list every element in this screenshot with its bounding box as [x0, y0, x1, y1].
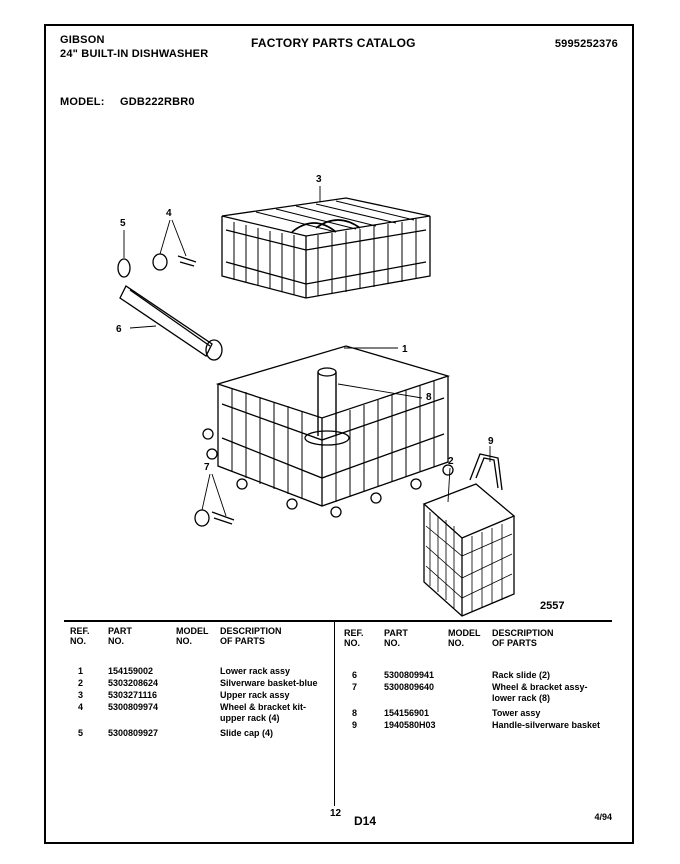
section-code: D14	[354, 814, 377, 828]
catalog-number: 5995252376	[554, 38, 618, 50]
part-number: 5300809974	[108, 702, 159, 712]
table-divider	[334, 622, 335, 806]
part-number: 5300809927	[108, 728, 159, 738]
rack-slide	[120, 286, 212, 356]
ref-number: 5	[78, 728, 84, 738]
callout-1: 1	[402, 344, 408, 355]
figure-number: 2557	[540, 600, 565, 612]
ref-number: 7	[352, 682, 358, 692]
part-description: Rack slide (2)	[492, 670, 551, 680]
upper-wheel-bracket	[153, 254, 196, 270]
ref-number: 6	[352, 670, 358, 680]
catalog-title: FACTORY PARTS CATALOG	[251, 36, 416, 50]
callout-8: 8	[426, 392, 432, 403]
callout-2: 2	[448, 456, 454, 467]
product-name: 24" BUILT-IN DISHWASHER	[60, 48, 209, 60]
part-description: Slide cap (4)	[220, 728, 274, 738]
catalog-page	[44, 24, 634, 844]
lower-wheel-bracket	[195, 510, 234, 526]
header-part-no: PART NO.	[108, 626, 132, 646]
part-description: Upper rack assy	[220, 690, 290, 700]
revision-date: 4/94	[594, 812, 612, 822]
ref-number: 9	[352, 720, 358, 730]
part-description: Tower assy	[492, 708, 541, 718]
brand-name: GIBSON	[60, 34, 105, 46]
callout-7: 7	[204, 462, 210, 473]
part-description: Wheel & bracket assy-lower rack (8)	[492, 682, 588, 703]
callout-5: 5	[120, 218, 126, 229]
exploded-parts-diagram	[46, 26, 632, 626]
part-number: 1940580H03	[384, 720, 436, 730]
silverware-basket	[424, 484, 514, 616]
callout-4: 4	[166, 208, 172, 219]
lower-rack	[203, 346, 453, 517]
upper-rack	[222, 198, 430, 298]
header-description: DESCRIPTION OF PARTS	[220, 626, 282, 646]
header-description-right: DESCRIPTION OF PARTS	[492, 628, 554, 648]
slide-cap	[118, 259, 130, 277]
part-number: 5303208624	[108, 678, 159, 688]
ref-number: 1	[78, 666, 84, 676]
part-description: Lower rack assy	[220, 666, 291, 676]
parts-table	[64, 620, 612, 818]
ref-number: 2	[78, 678, 84, 688]
part-description: Handle-silverware basket	[492, 720, 601, 730]
header-model-no-right: MODEL NO.	[448, 628, 481, 648]
ref-number: 3	[78, 690, 84, 700]
ref-number: 4	[78, 702, 84, 712]
header-model-no: MODEL NO.	[176, 626, 209, 646]
part-number: 5300809640	[384, 682, 435, 692]
part-number: 154159002	[108, 666, 154, 676]
part-number: 5300809941	[384, 670, 435, 680]
part-number: 5303271116	[108, 690, 158, 700]
part-description: Wheel & bracket kit-upper rack (4)	[220, 702, 307, 723]
header-ref-no: REF. NO.	[70, 626, 90, 646]
part-description: Silverware basket-blue	[220, 678, 318, 688]
model-value: GDB222RBR0	[120, 96, 195, 108]
model-label: MODEL:	[60, 96, 105, 108]
part-number: 154156901	[384, 708, 430, 718]
page-number: 12	[330, 808, 342, 819]
callout-9: 9	[488, 436, 494, 447]
header-ref-no-right: REF. NO.	[344, 628, 364, 648]
callout-6: 6	[116, 324, 122, 335]
callout-3: 3	[316, 174, 322, 185]
ref-number: 8	[352, 708, 358, 718]
header-part-no-right: PART NO.	[384, 628, 408, 648]
